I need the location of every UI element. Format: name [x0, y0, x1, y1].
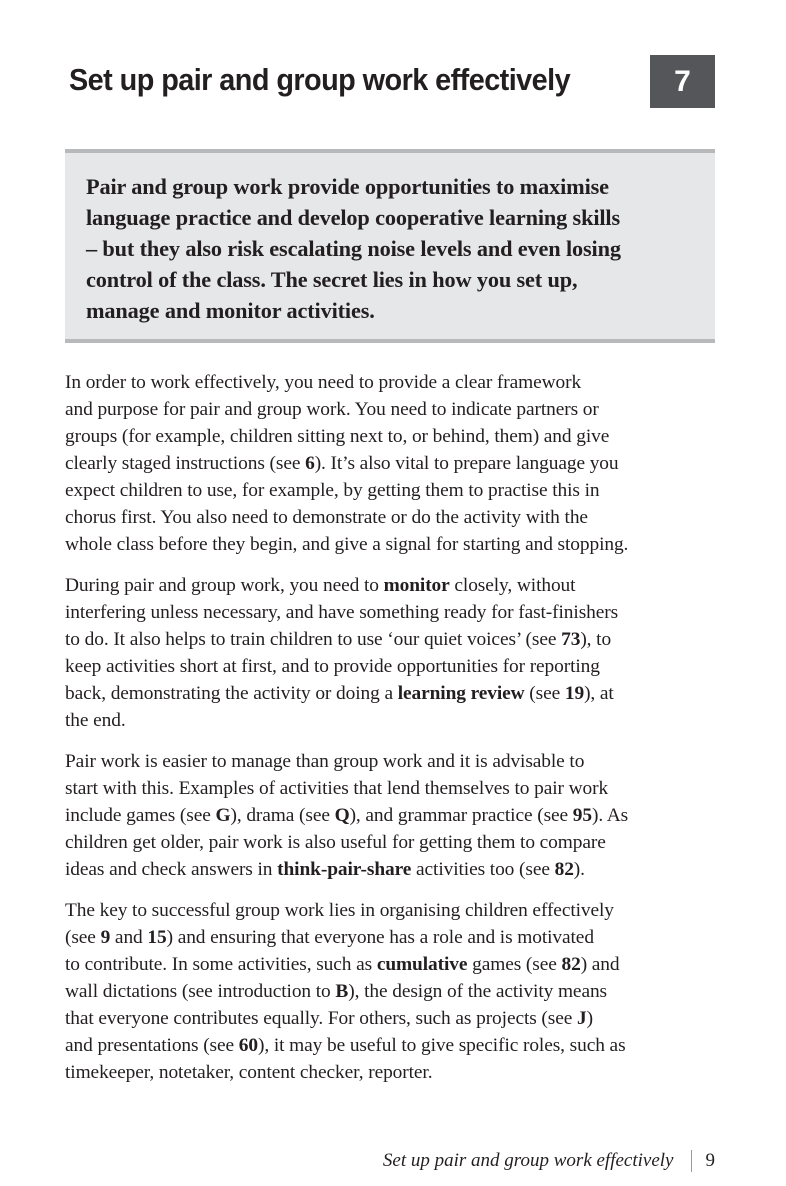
- text-run: and presentations (see: [65, 1035, 239, 1056]
- page-number: 9: [705, 1150, 715, 1171]
- text-run: closely, without: [449, 575, 576, 596]
- text-run: ) and ensuring that everyone has a role and is motivated: [166, 927, 594, 948]
- text-run: In order to work effectively, you need to provide a clear framework: [65, 372, 582, 393]
- bold-reference: B: [335, 981, 349, 1002]
- text-line: [65, 1032, 717, 1059]
- callout-line: manage and monitor activities.: [86, 298, 375, 323]
- text-run: to do. It also helps to train children to use ‘our quiet voices’ (see: [65, 629, 562, 650]
- paragraph-1: [65, 369, 717, 558]
- text-run: ). It’s also vital to prepare language you: [314, 453, 619, 474]
- text-run: clearly staged instructions (see: [65, 453, 306, 474]
- bold-reference: 82: [554, 859, 574, 880]
- text-line: [65, 924, 717, 951]
- text-line: [65, 572, 717, 599]
- bold-reference: 19: [564, 683, 585, 704]
- bold-reference: 9: [100, 927, 111, 948]
- bold-reference: monitor: [383, 575, 450, 596]
- callout-line: language practice and develop cooperative learning skills: [86, 205, 620, 230]
- summary-callout-box: [65, 149, 715, 343]
- text-line: [65, 1005, 717, 1032]
- bold-reference: 15: [147, 927, 167, 948]
- text-run: (see: [65, 927, 101, 948]
- text-run: expect children to use, for example, by getting them to practise this in: [65, 480, 600, 501]
- text-run: that everyone contributes equally. For others, such as projects (see: [65, 1008, 577, 1029]
- running-title: Set up pair and group work effectively: [382, 1150, 674, 1171]
- text-run: ).: [573, 859, 585, 880]
- text-run: and purpose for pair and group work. You need to indicate partners or: [65, 399, 599, 420]
- text-run: ), drama (see: [230, 805, 335, 826]
- text-run: keep activities short at first, and to provide opportunities for reporting: [65, 656, 600, 677]
- text-line: [65, 450, 717, 477]
- text-run: the end.: [65, 710, 126, 731]
- text-run: (see: [524, 683, 565, 704]
- text-line: [65, 369, 717, 396]
- bold-reference: learning review: [397, 683, 525, 704]
- text-line: [65, 829, 717, 856]
- callout-line: Pair and group work provide opportunities to maximise: [86, 174, 609, 199]
- text-line: [65, 707, 717, 734]
- text-run: During pair and group work, you need to: [65, 575, 384, 596]
- text-line: [65, 531, 717, 558]
- bold-reference: G: [215, 805, 231, 826]
- text-run: ). As: [591, 805, 629, 826]
- text-run: groups (for example, children sitting next to, or behind, them) and give: [65, 426, 610, 447]
- text-line: [65, 423, 717, 450]
- text-run: chorus first. You also need to demonstrate or do the activity with the: [65, 507, 588, 528]
- text-line: [65, 951, 717, 978]
- text-run: whole class before they begin, and give a signal for starting and stopping.: [65, 534, 629, 555]
- text-run: children get older, pair work is also useful for getting them to compare: [65, 832, 606, 853]
- text-line: [65, 504, 717, 531]
- text-run: back, demonstrating the activity or doing a: [65, 683, 398, 704]
- text-run: timekeeper, notetaker, content checker, reporter.: [65, 1062, 433, 1083]
- text-line: [65, 680, 717, 707]
- text-run: The key to successful group work lies in organising children effectively: [65, 900, 614, 921]
- text-run: include games (see: [65, 805, 216, 826]
- paragraph-3: [65, 748, 717, 883]
- body-text: [65, 369, 717, 1100]
- callout-text: [86, 171, 695, 326]
- paragraph-2: [65, 572, 717, 734]
- bold-reference: think-pair-share: [277, 859, 412, 880]
- callout-line: – but they also risk escalating noise levels and even losing: [86, 236, 621, 261]
- chapter-number-badge: [650, 55, 715, 108]
- text-run: interfering unless necessary, and have something ready for fast-finishers: [65, 602, 619, 623]
- bold-reference: 82: [561, 954, 581, 975]
- text-line: [65, 396, 717, 423]
- text-line: [65, 897, 717, 924]
- text-run: ), to: [580, 629, 612, 650]
- bold-reference: cumulative: [376, 954, 468, 975]
- chapter-title: Set up pair and group work effectively: [69, 62, 571, 97]
- footer-divider: [691, 1150, 692, 1172]
- text-line: [65, 1059, 717, 1086]
- chapter-number: 7: [674, 64, 691, 98]
- text-run: and: [110, 927, 148, 948]
- text-run: Pair work is easier to manage than group work and it is advisable to: [65, 751, 585, 772]
- bold-reference: Q: [334, 805, 350, 826]
- text-line: [65, 599, 717, 626]
- text-line: [65, 477, 717, 504]
- text-run: to contribute. In some activities, such as: [65, 954, 377, 975]
- text-run: games (see: [467, 954, 562, 975]
- text-line: [65, 978, 717, 1005]
- text-run: ): [586, 1008, 593, 1029]
- text-run: ), the design of the activity means: [348, 981, 607, 1002]
- callout-line: control of the class. The secret lies in how you set up,: [86, 267, 578, 292]
- text-run: ) and: [580, 954, 620, 975]
- bold-reference: 6: [305, 453, 315, 474]
- page-footer: [383, 1148, 715, 1174]
- text-line: [65, 748, 717, 775]
- text-line: [65, 653, 717, 680]
- paragraph-4: [65, 897, 717, 1086]
- bold-reference: 95: [572, 805, 592, 826]
- text-line: [65, 775, 717, 802]
- bold-reference: J: [577, 1008, 587, 1029]
- text-line: [65, 802, 717, 829]
- text-run: start with this. Examples of activities that lend themselves to pair work: [65, 778, 609, 799]
- text-line: [65, 626, 717, 653]
- text-run: wall dictations (see introduction to: [65, 981, 336, 1002]
- text-run: ideas and check answers in: [65, 859, 278, 880]
- bold-reference: 73: [561, 629, 581, 650]
- text-run: ), it may be useful to give specific roles, such as: [257, 1035, 626, 1056]
- bold-reference: 60: [238, 1035, 258, 1056]
- text-run: ), at: [584, 683, 614, 704]
- text-run: ), and grammar practice (see: [349, 805, 573, 826]
- text-run: activities too (see: [411, 859, 555, 880]
- text-line: [65, 856, 717, 883]
